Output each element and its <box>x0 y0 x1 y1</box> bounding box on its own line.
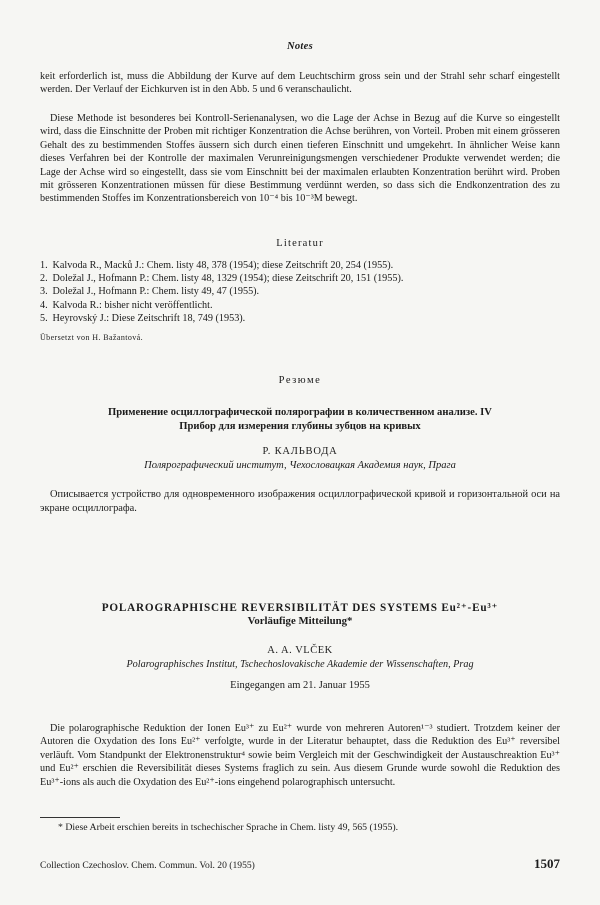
reference-item <box>40 285 560 298</box>
russian-title-line-1: Применение осциллографической полярографии в количественном анализе. IV <box>108 407 492 418</box>
russian-abstract: Описывается устройство для одновременного изображения осциллографической кривой и горизонтальной оси на экране осциллографа. <box>40 489 560 514</box>
reference-text: Kalvoda R., Macků J.: Chem. listy 48, 378 (1954); diese Zeitschrift 20, 254 (1955). <box>52 260 394 271</box>
journal-citation: Collection Czechoslov. Chem. Commun. Vol. 20 (1955) <box>40 860 255 871</box>
article-institute: Polarographisches Institut, Tschechoslovakische Akademie der Wissenschaften, Prag <box>126 659 474 670</box>
reference-number: 5. <box>40 312 48 324</box>
reference-text: Doležal J., Hofmann P.: Chem. listy 48, 1329 (1954); diese Zeitschrift 20, 151 (1955). <box>52 273 404 285</box>
reference-number: 2. <box>40 273 48 285</box>
intro-paragraph-2: Diese Methode ist besonderes bei Kontroll-Serienanalysen, wo die Lage der Achse in Bezug auf die Kurve so eingestellt wird, dass die Einschnitte der Proben mit richtiger Konzentration die Achse berühren, von Vorteil. Proben mit einem grösseren Gehalt des zu bestimmenden Stoffes äussern sich durch einen tieferen Einschnitt und umgekehrt. In ähnlicher Weise kann dieses Verfahren bei der Kontrolle der maximalen Verunreinigungsmengen verschiedener Produkte verwendet werden; die Lage der Achse wird so eingestellt, dass sie vom Einschnitt bei der maximalen erlaubten Konzentration berührt wird. Proben mit grösseren Konzentrationen müssen für diese Bestimmung verdünnt werden, so dass sich die Endkonzentration des zu bestimmenden Stoffes im Konzentrationsbereich von 10⁻⁴ bis 10⁻³M bewegt. <box>40 113 560 205</box>
reference-list <box>40 259 560 325</box>
reference-item <box>40 299 560 312</box>
article-received-date: Eingegangen am 21. Januar 1955 <box>230 680 370 691</box>
page-number: 1507 <box>534 856 560 871</box>
reference-text: Kalvoda R.: bisher nicht veröffentlicht. <box>52 299 213 311</box>
running-header: Notes <box>287 41 313 52</box>
reference-item <box>40 259 560 272</box>
article-author: A. A. VLČEK <box>267 645 333 656</box>
reference-text: Heyrovský J.: Diese Zeitschrift 18, 749 (1953). <box>52 312 246 324</box>
footnote-rule <box>40 817 120 818</box>
russian-title <box>0 406 600 434</box>
article-subtitle: Vorläufige Mitteilung* <box>247 615 353 627</box>
reference-number: 1. <box>40 260 48 271</box>
reference-number: 4. <box>40 299 48 311</box>
russian-author: Р. КАЛЬВОДА <box>262 446 338 457</box>
russian-title-line-2: Прибор для измерения глубины зубцов на кривых <box>179 421 421 432</box>
reference-item <box>40 312 560 325</box>
intro-paragraph-1: keit erforderlich ist, muss die Abbildung der Kurve auf dem Leuchtschirm gross sein und der Strahl sehr scharf eingestellt werden. Der Verlauf der Eichkurven ist in den Abb. 5 und 6 veranschaulicht. <box>40 71 560 96</box>
reference-item <box>40 272 560 285</box>
russian-institute: Полярографический институт, Чехословацкая Академия наук, Прага <box>144 460 456 471</box>
footnote: * Diese Arbeit erschien bereits in tschechischer Sprache in Chem. listy 49, 565 (1955). <box>58 822 399 833</box>
article-title: POLAROGRAPHISCHE REVERSIBILITÄT DES SYSTEMS Eu²⁺-Eu³⁺ <box>101 602 499 614</box>
article-body: Die polarographische Reduktion der Ionen Eu³⁺ zu Eu²⁺ wurde von mehreren Autoren¹⁻³ studiert. Trotzdem keiner der Autoren die Oxydation des Ions Eu²⁺ verfolgte, wurde in der Literatur behauptet, dass die Reduktion des Eu³⁺ reversibel verläuft. Vom Standpunkt der Elektronenstruktur⁴ sowie beim Vergleich mit der Geschwindigkeit der Austauschreaktion Eu³⁺ und Eu²⁺ erschien die Reversibilität dieses Systems fraglich zu sein. Aus diesem Grunde wurde sowohl die Reduktion des Eu³⁺-ions als auch die Oxydation des Eu²⁺-ions eingehend polarographisch untersucht. <box>40 723 560 788</box>
reference-text: Doležal J., Hofmann P.: Chem. listy 49, 47 (1955). <box>52 286 260 298</box>
reference-number: 3. <box>40 286 48 298</box>
resume-heading: Резюме <box>278 375 322 386</box>
literature-heading: Literatur <box>276 238 324 249</box>
translator-credit: Übersetzt von H. Bažantová. <box>40 333 143 342</box>
